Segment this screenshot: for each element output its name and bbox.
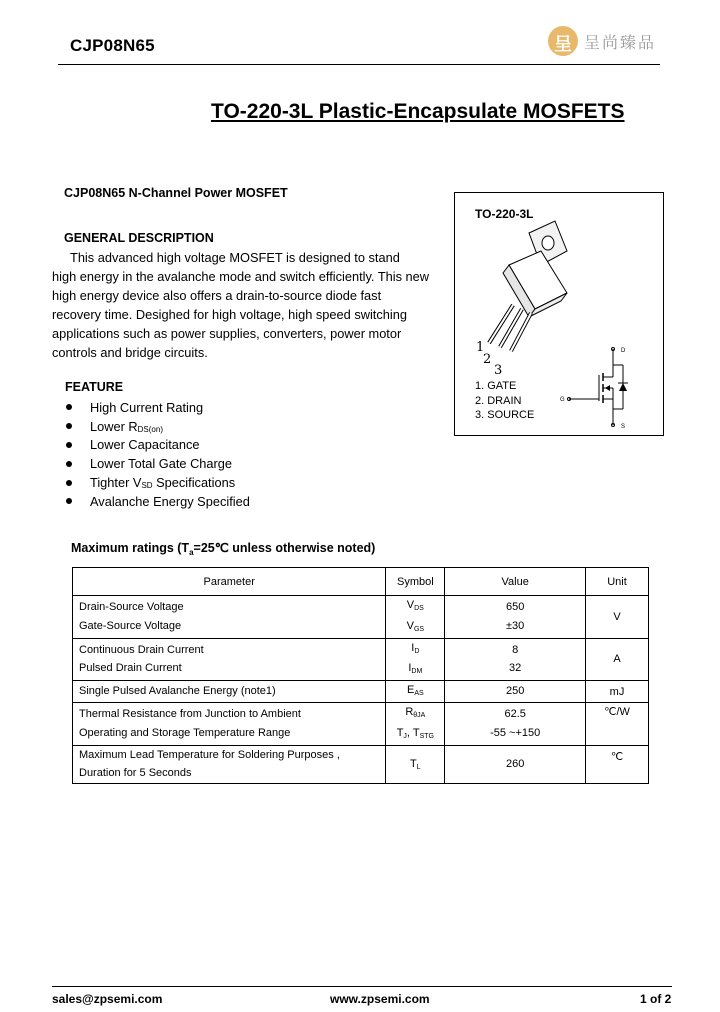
table-row <box>73 681 649 703</box>
bullet-icon <box>66 423 72 429</box>
bullet-icon <box>66 498 72 504</box>
feature-item: Avalanche Energy Specified <box>66 492 250 511</box>
description-line: high energy in the avalanche mode and switch efficiently. This new <box>52 268 430 284</box>
value-cell: 250 <box>445 681 586 703</box>
footer-divider <box>52 986 672 987</box>
param-cell: Maximum Lead Temperature for Soldering Purposes , Duration for 5 Seconds <box>73 745 386 784</box>
value-cell: 650 ±30 <box>445 596 586 639</box>
unit-cell: A <box>586 638 649 681</box>
param-cell: Drain-Source Voltage Gate-Source Voltage <box>73 596 386 639</box>
bullet-icon <box>66 442 72 448</box>
footer-email[interactable]: sales@zpsemi.com <box>52 992 163 1006</box>
pin-number-1: 1 <box>476 340 485 355</box>
description-line: This advanced high voltage MOSFET is designed to stand <box>70 250 400 265</box>
feature-item: Lower Capacitance <box>66 436 250 455</box>
feature-item: Tighter V SD Specifications <box>66 473 250 492</box>
feature-item: High Current Rating <box>66 398 250 417</box>
table-row <box>73 596 649 639</box>
description-line: high energy device also offers a drain-to-source diode fast <box>52 287 382 303</box>
description-line: applications such as power supplies, converters, power motor <box>52 325 402 341</box>
pin-assignment-list <box>475 379 534 423</box>
pin-gate: 1. GATE <box>475 380 517 392</box>
value-cell: 62.5 -55 ~+150 <box>445 702 586 745</box>
header-symbol: Symbol <box>386 568 445 596</box>
table-header-row <box>73 568 649 596</box>
description-line: controls and bridge circuits. <box>52 344 208 360</box>
package-diagram-box <box>454 192 664 436</box>
header-unit: Unit <box>586 568 649 596</box>
general-description-body <box>52 249 442 362</box>
param-cell: Single Pulsed Avalanche Energy (note1) <box>73 681 386 703</box>
symbol-cell: TL <box>386 745 445 784</box>
bullet-icon <box>66 461 72 467</box>
symbol-cell: EAS <box>386 681 445 703</box>
general-description-heading: GENERAL DESCRIPTION <box>64 231 214 245</box>
footer-website[interactable]: www.zpsemi.com <box>330 992 430 1006</box>
brand-logo <box>548 26 656 56</box>
feature-list <box>66 398 250 511</box>
feature-item: Lower R DS(on) <box>66 417 250 436</box>
header-value: Value <box>445 568 586 596</box>
pin-source: 3. SOURCE <box>475 409 535 422</box>
pin-drain: 2. DRAIN <box>475 394 522 407</box>
part-number: CJP08N65 <box>70 36 155 55</box>
table-row <box>73 638 649 681</box>
bullet-icon <box>66 404 72 410</box>
mosfet-schematic-symbol <box>555 341 655 433</box>
header-parameter: Parameter <box>73 568 386 596</box>
package-label: TO-220-3L <box>475 207 534 221</box>
brand-logo-icon: 呈 <box>548 26 578 56</box>
pin-number-3: 3 <box>494 363 503 378</box>
feature-heading: FEATURE <box>65 380 124 394</box>
table-row <box>73 702 649 745</box>
drain-label: D <box>621 348 626 354</box>
unit-cell: V <box>586 596 649 639</box>
value-cell: 260 <box>445 745 586 784</box>
unit-cell: ℃/W <box>586 702 649 745</box>
max-ratings-table <box>72 567 649 784</box>
table-row <box>73 745 649 784</box>
symbol-cell: RθJA TJ, TSTG <box>386 702 445 745</box>
device-subtitle: CJP08N65 N-Channel Power MOSFET <box>64 186 288 200</box>
param-cell: Continuous Drain Current Pulsed Drain Current <box>73 638 386 681</box>
value-cell: 8 32 <box>445 638 586 681</box>
param-cell: Thermal Resistance from Junction to Ambient Operating and Storage Temperature Range <box>73 702 386 745</box>
unit-cell: mJ <box>586 681 649 703</box>
footer-page-number: 1 of 2 <box>640 992 672 1006</box>
pin-number-2: 2 <box>483 352 492 367</box>
header-divider <box>58 64 660 65</box>
symbol-cell: ID IDM <box>386 638 445 681</box>
unit-cell: ℃ <box>586 745 649 784</box>
brand-name: 呈尚臻品 <box>584 32 657 52</box>
gate-label: G <box>560 397 565 403</box>
source-label: S <box>621 424 626 430</box>
bullet-icon <box>66 480 72 486</box>
description-line: recovery time. Desighed for high voltage, high speed switching <box>52 306 407 322</box>
feature-item: Lower Total Gate Charge <box>66 454 250 473</box>
max-ratings-title: Maximum ratings ($T_a=25℃$ unless otherwise noted) <box>71 541 376 557</box>
symbol-cell: VDS VGS <box>386 596 445 639</box>
document-title: TO-220-3L Plastic-Encapsulate MOSFETS <box>211 100 625 123</box>
